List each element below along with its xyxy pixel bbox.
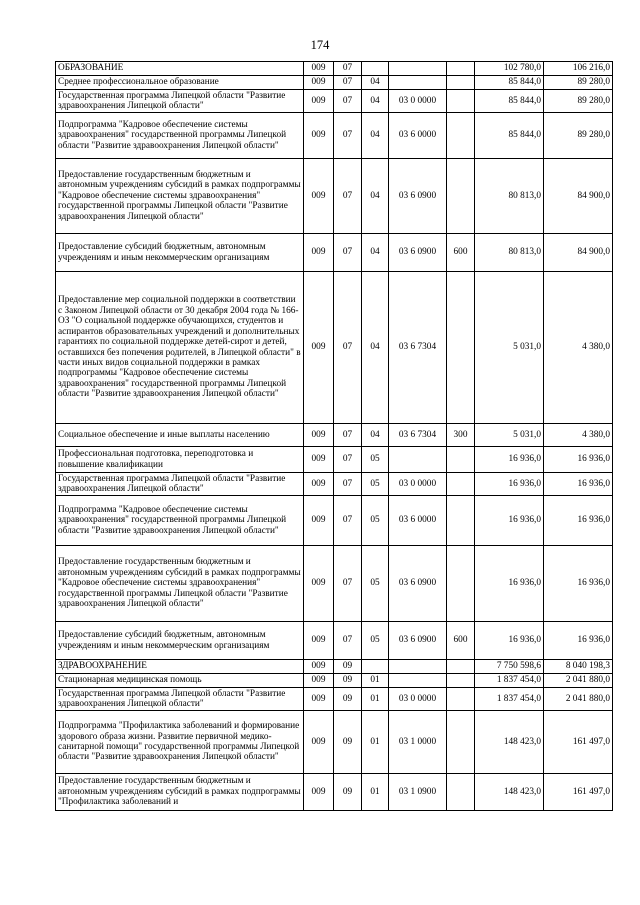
row-amount-year2: 89 280,0 <box>544 76 613 90</box>
table-row <box>56 674 613 688</box>
row-name: Государственная программа Липецкой области "Развитие здравоохранения Липецкой области" <box>56 90 304 113</box>
row-subsection-code <box>362 660 389 674</box>
row-ved-code: 009 <box>304 711 334 774</box>
row-ved-code: 009 <box>304 660 334 674</box>
row-ved-code: 009 <box>304 674 334 688</box>
row-expense-type <box>447 272 475 424</box>
row-amount-year2: 84 900,0 <box>544 234 613 272</box>
row-amount-year1: 7 750 598,6 <box>475 660 544 674</box>
table-row <box>56 711 613 774</box>
row-section-code: 07 <box>334 159 362 234</box>
row-name: Государственная программа Липецкой области "Развитие здравоохранения Липецкой области" <box>56 473 304 496</box>
row-expense-type: 600 <box>447 234 475 272</box>
row-amount-year1: 148 423,0 <box>475 774 544 811</box>
row-name: Подпрограмма "Кадровое обеспечение системы здравоохранения" государственной программы Липецкой области "Развитие здравоохранения Липецкой области" <box>56 113 304 159</box>
row-amount-year1: 80 813,0 <box>475 159 544 234</box>
row-ved-code: 009 <box>304 447 334 473</box>
row-target-article: 03 1 0900 <box>389 774 447 811</box>
row-section-code: 07 <box>334 76 362 90</box>
row-expense-type <box>447 90 475 113</box>
row-amount-year2: 89 280,0 <box>544 113 613 159</box>
row-subsection-code <box>362 62 389 76</box>
row-target-article: 03 6 0000 <box>389 113 447 159</box>
row-amount-year1: 5 031,0 <box>475 272 544 424</box>
row-amount-year1: 85 844,0 <box>475 76 544 90</box>
row-target-article: 03 0 0000 <box>389 473 447 496</box>
row-expense-type <box>447 159 475 234</box>
row-subsection-code: 05 <box>362 447 389 473</box>
row-section-code: 07 <box>334 234 362 272</box>
row-ved-code: 009 <box>304 159 334 234</box>
row-ved-code: 009 <box>304 90 334 113</box>
row-subsection-code: 04 <box>362 424 389 447</box>
row-name: Предоставление мер социальной поддержки в соответствии с Законом Липецкой области от 30 декабря 2004 года № 166-ОЗ "О социальной поддержке обучающихся, студентов и аспирантов образовательных учреждений и дополнительных гарантиях по социальной поддержке детей-сирот и детей, оставшихся без попечения родителей, в Липецкой области" в части иных видов социальной поддержки в рамках подпрограммы "Кадровое обеспечение системы здравоохранения" государственной программы Липецкой области "Развитие здравоохранения Липецкой области" <box>56 272 304 424</box>
row-section-code: 09 <box>334 674 362 688</box>
row-target-article: 03 6 0000 <box>389 496 447 546</box>
row-ved-code: 009 <box>304 774 334 811</box>
row-section-code: 09 <box>334 660 362 674</box>
row-name: Предоставление субсидий бюджетным, автономным учреждениям и иным некоммерческим организациям <box>56 622 304 660</box>
row-target-article <box>389 447 447 473</box>
row-expense-type <box>447 711 475 774</box>
row-name: ОБРАЗОВАНИЕ <box>56 62 304 76</box>
row-amount-year1: 16 936,0 <box>475 447 544 473</box>
row-amount-year2: 2 041 880,0 <box>544 688 613 711</box>
row-section-code: 09 <box>334 774 362 811</box>
table-row <box>56 546 613 622</box>
row-amount-year1: 1 837 454,0 <box>475 674 544 688</box>
row-section-code: 07 <box>334 62 362 76</box>
budget-table <box>55 61 613 811</box>
row-subsection-code: 05 <box>362 473 389 496</box>
row-target-article: 03 6 0900 <box>389 234 447 272</box>
row-ved-code: 009 <box>304 76 334 90</box>
row-ved-code: 009 <box>304 496 334 546</box>
row-ved-code: 009 <box>304 424 334 447</box>
row-ved-code: 009 <box>304 622 334 660</box>
row-target-article: 03 6 7304 <box>389 272 447 424</box>
row-section-code: 07 <box>334 473 362 496</box>
row-amount-year2: 16 936,0 <box>544 473 613 496</box>
row-target-article: 03 6 7304 <box>389 424 447 447</box>
row-amount-year2: 89 280,0 <box>544 90 613 113</box>
row-name: Подпрограмма "Профилактика заболеваний и формирование здорового образа жизни. Развитие первичной медико-санитарной помощи" государственной программы Липецкой области "Развитие здравоохранения Липецкой области" <box>56 711 304 774</box>
row-section-code: 09 <box>334 688 362 711</box>
row-name: Государственная программа Липецкой области "Развитие здравоохранения Липецкой области" <box>56 688 304 711</box>
row-subsection-code: 01 <box>362 674 389 688</box>
row-target-article: 03 0 0000 <box>389 90 447 113</box>
row-subsection-code: 04 <box>362 159 389 234</box>
row-expense-type <box>447 473 475 496</box>
row-name: Социальное обеспечение и иные выплаты населению <box>56 424 304 447</box>
table-row <box>56 62 613 76</box>
row-section-code: 07 <box>334 622 362 660</box>
row-amount-year2: 2 041 880,0 <box>544 674 613 688</box>
row-amount-year1: 16 936,0 <box>475 473 544 496</box>
row-amount-year2: 4 380,0 <box>544 424 613 447</box>
row-amount-year2: 84 900,0 <box>544 159 613 234</box>
row-subsection-code: 05 <box>362 622 389 660</box>
row-expense-type <box>447 113 475 159</box>
row-name: Предоставление субсидий бюджетным, автономным учреждениям и иным некоммерческим организациям <box>56 234 304 272</box>
row-target-article <box>389 674 447 688</box>
row-target-article <box>389 62 447 76</box>
row-name: Предоставление государственным бюджетным и автономным учреждениям субсидий в рамках подпрограммы "Профилактика заболеваний и <box>56 774 304 811</box>
row-subsection-code: 04 <box>362 76 389 90</box>
row-ved-code: 009 <box>304 234 334 272</box>
table-row <box>56 774 613 811</box>
row-subsection-code: 01 <box>362 774 389 811</box>
row-expense-type <box>447 76 475 90</box>
row-section-code: 07 <box>334 113 362 159</box>
row-subsection-code: 04 <box>362 113 389 159</box>
row-amount-year1: 85 844,0 <box>475 90 544 113</box>
row-expense-type <box>447 447 475 473</box>
row-name: Предоставление государственным бюджетным и автономным учреждениям субсидий в рамках подпрограммы "Кадровое обеспечение системы здравоохранения" государственной программы Липецкой области "Развитие здравоохранения Липецкой области" <box>56 546 304 622</box>
row-section-code: 07 <box>334 90 362 113</box>
row-ved-code: 009 <box>304 62 334 76</box>
row-ved-code: 009 <box>304 272 334 424</box>
table-row <box>56 90 613 113</box>
row-ved-code: 009 <box>304 546 334 622</box>
row-name: ЗДРАВООХРАНЕНИЕ <box>56 660 304 674</box>
row-expense-type: 300 <box>447 424 475 447</box>
row-ved-code: 009 <box>304 113 334 159</box>
row-amount-year1: 16 936,0 <box>475 546 544 622</box>
row-expense-type <box>447 688 475 711</box>
row-amount-year1: 16 936,0 <box>475 496 544 546</box>
row-expense-type <box>447 774 475 811</box>
table-row <box>56 496 613 546</box>
row-target-article <box>389 660 447 674</box>
row-target-article: 03 1 0000 <box>389 711 447 774</box>
row-amount-year1: 85 844,0 <box>475 113 544 159</box>
row-target-article: 03 6 0900 <box>389 159 447 234</box>
row-amount-year2: 16 936,0 <box>544 496 613 546</box>
row-target-article <box>389 76 447 90</box>
row-ved-code: 009 <box>304 473 334 496</box>
row-name: Стационарная медицинская помощь <box>56 674 304 688</box>
row-name: Профессиональная подготовка, переподготовка и повышение квалификации <box>56 447 304 473</box>
row-amount-year2: 16 936,0 <box>544 622 613 660</box>
row-name: Предоставление государственным бюджетным и автономным учреждениям субсидий в рамках подпрограммы "Кадровое обеспечение системы здравоохранения" государственной программы Липецкой области "Развитие здравоохранения Липецкой области" <box>56 159 304 234</box>
row-amount-year2: 16 936,0 <box>544 447 613 473</box>
row-section-code: 09 <box>334 711 362 774</box>
row-section-code: 07 <box>334 447 362 473</box>
table-row <box>56 159 613 234</box>
row-name: Подпрограмма "Кадровое обеспечение системы здравоохранения" государственной программы Липецкой области "Развитие здравоохранения Липецкой области" <box>56 496 304 546</box>
row-expense-type <box>447 496 475 546</box>
row-amount-year2: 106 216,0 <box>544 62 613 76</box>
table-row <box>56 447 613 473</box>
page-number: 174 <box>310 38 330 52</box>
row-section-code: 07 <box>334 272 362 424</box>
row-name: Среднее профессиональное образование <box>56 76 304 90</box>
budget-table-body <box>56 62 613 811</box>
row-expense-type <box>447 660 475 674</box>
row-subsection-code: 05 <box>362 546 389 622</box>
row-amount-year1: 5 031,0 <box>475 424 544 447</box>
row-subsection-code: 04 <box>362 272 389 424</box>
table-row <box>56 76 613 90</box>
row-amount-year2: 16 936,0 <box>544 546 613 622</box>
row-subsection-code: 01 <box>362 711 389 774</box>
table-row <box>56 473 613 496</box>
row-section-code: 07 <box>334 546 362 622</box>
table-row <box>56 660 613 674</box>
row-subsection-code: 04 <box>362 90 389 113</box>
row-expense-type <box>447 62 475 76</box>
table-row <box>56 424 613 447</box>
row-expense-type: 600 <box>447 622 475 660</box>
row-target-article: 03 6 0900 <box>389 546 447 622</box>
row-amount-year2: 161 497,0 <box>544 711 613 774</box>
table-row <box>56 272 613 424</box>
table-row <box>56 622 613 660</box>
row-section-code: 07 <box>334 424 362 447</box>
row-subsection-code: 05 <box>362 496 389 546</box>
row-amount-year2: 8 040 198,3 <box>544 660 613 674</box>
row-amount-year1: 148 423,0 <box>475 711 544 774</box>
table-row <box>56 113 613 159</box>
row-target-article: 03 6 0900 <box>389 622 447 660</box>
row-amount-year1: 102 780,0 <box>475 62 544 76</box>
row-amount-year1: 80 813,0 <box>475 234 544 272</box>
row-subsection-code: 01 <box>362 688 389 711</box>
row-subsection-code: 04 <box>362 234 389 272</box>
row-section-code: 07 <box>334 496 362 546</box>
row-expense-type <box>447 546 475 622</box>
table-row <box>56 688 613 711</box>
row-amount-year1: 16 936,0 <box>475 622 544 660</box>
table-row <box>56 234 613 272</box>
row-target-article: 03 0 0000 <box>389 688 447 711</box>
row-ved-code: 009 <box>304 688 334 711</box>
row-amount-year2: 161 497,0 <box>544 774 613 811</box>
row-amount-year2: 4 380,0 <box>544 272 613 424</box>
row-amount-year1: 1 837 454,0 <box>475 688 544 711</box>
row-expense-type <box>447 674 475 688</box>
